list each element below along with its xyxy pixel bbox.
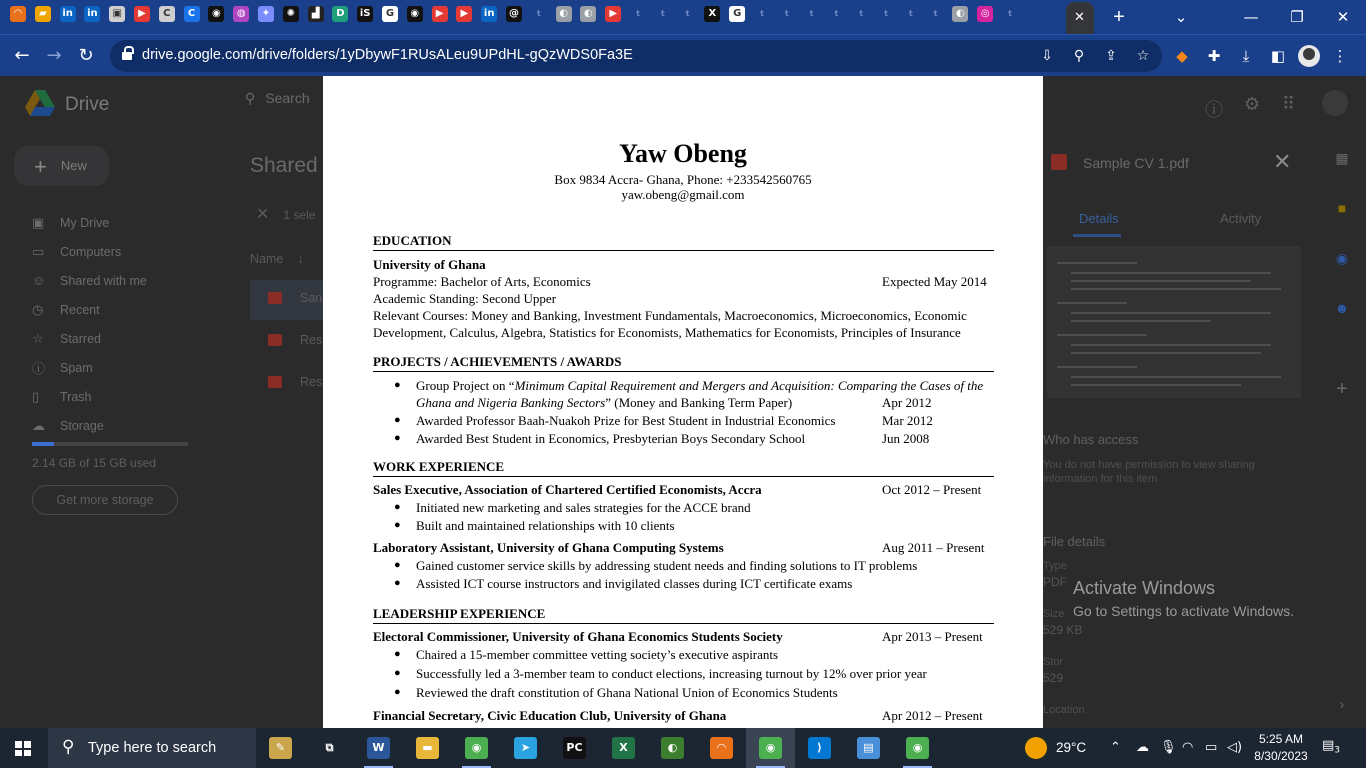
wifi-icon[interactable]: ◠: [1182, 740, 1194, 755]
github-icon: ◉: [208, 6, 224, 22]
browser-tab[interactable]: [58, 6, 78, 26]
browser-tab[interactable]: [1000, 6, 1020, 26]
browser-tab[interactable]: [380, 6, 400, 26]
taskbar-app[interactable]: [844, 728, 893, 768]
browser-tab[interactable]: [479, 6, 499, 26]
file-details-heading: File details: [1043, 534, 1106, 549]
faint-tab-icon: t: [760, 9, 764, 18]
browser-tab[interactable]: [603, 6, 623, 26]
close-window-button[interactable]: ✕: [1336, 8, 1350, 26]
job-2-date: Aug 2011 – Present: [882, 540, 985, 555]
notes-icon: ▰: [35, 6, 51, 22]
bullet: ●: [394, 501, 401, 513]
gemini-icon: ✦: [258, 6, 274, 22]
cloud-sync-icon[interactable]: ☁: [1136, 740, 1149, 755]
orange-swirl-icon: ◠: [10, 6, 26, 22]
install-app-icon[interactable]: ⇩: [1041, 48, 1053, 64]
contacts-icon[interactable]: ☻: [1334, 300, 1350, 316]
job-1-bullet-2: Built and maintained relationships with 10 clients: [416, 518, 675, 533]
browser-tab[interactable]: [653, 6, 673, 26]
apps-grid-icon[interactable]: ⠿: [1282, 94, 1296, 115]
settings-gear-icon[interactable]: ⚙: [1244, 94, 1261, 115]
no-permission-text: You do not have permission to view sharing information for this item: [1043, 459, 1255, 485]
taskbar-app[interactable]: [501, 728, 550, 768]
storage-used-label: Stor: [1043, 656, 1064, 668]
globe-icon: ◐: [580, 6, 596, 22]
tab-strip: [0, 0, 1366, 34]
instagram-icon: ◎: [977, 6, 993, 22]
nav-item-trash[interactable]: ▯ Trash: [24, 382, 147, 411]
share-icon[interactable]: ⇪: [1105, 48, 1117, 64]
linkedin-icon: in: [84, 6, 100, 22]
browser-tab[interactable]: [727, 6, 747, 26]
column-header-name[interactable]: Name ↓: [250, 252, 304, 266]
close-details-icon[interactable]: ✕: [1273, 149, 1292, 174]
lock-icon[interactable]: [122, 49, 132, 61]
lead-1-date: Apr 2013 – Present: [882, 629, 983, 644]
school-name: University of Ghana: [373, 257, 486, 272]
browser-tab[interactable]: [702, 6, 722, 26]
details-panel: [1043, 76, 1323, 728]
job-2-bullet-1: Gained customer service skills by addressing student needs and finding solutions to IT problems: [416, 558, 918, 573]
browser-tab[interactable]: [876, 6, 896, 26]
browser-tab[interactable]: [231, 6, 251, 26]
menu-kebab-icon[interactable]: ⋮: [1332, 47, 1348, 65]
earth-icon: ◐: [661, 737, 684, 759]
bookmark-star-icon[interactable]: ☆: [1136, 48, 1150, 64]
browser-tab[interactable]: [504, 6, 524, 26]
nav-item-starred[interactable]: ☆ Starred: [24, 324, 147, 353]
browser-tab[interactable]: [330, 6, 350, 26]
browser-tab[interactable]: [578, 6, 598, 26]
faint-tab-icon: t: [536, 9, 541, 18]
nav-item-my-drive[interactable]: ▣ My Drive: [24, 208, 147, 237]
metamask-icon[interactable]: ◆: [1176, 47, 1188, 65]
temperature[interactable]: 29°C: [1056, 740, 1087, 755]
faint-tab-icon: t: [660, 9, 665, 18]
minimize-button[interactable]: —: [1243, 8, 1259, 26]
taskbar-app[interactable]: [599, 728, 648, 768]
taskbar-app[interactable]: [452, 728, 501, 768]
section-work: WORK EXPERIENCE: [373, 459, 994, 477]
pycharm-icon: PC: [563, 737, 586, 759]
search-icon: ⚲: [245, 91, 256, 107]
size-label: Size: [1043, 608, 1065, 620]
linkedin-icon: in: [60, 6, 76, 22]
file-preview-thumbnail: [1047, 246, 1301, 398]
cloud-icon: ☁: [32, 417, 45, 433]
browser-toolbar: [0, 34, 1366, 76]
browser-tab[interactable]: [950, 6, 970, 26]
section-leadership: LEADERSHIP EXPERIENCE: [373, 606, 994, 624]
browser-tab[interactable]: [752, 6, 772, 26]
job-1-title: Sales Executive, Association of Chartered Certified Economists, Accra: [373, 482, 762, 497]
faint-tab-icon: t: [685, 9, 690, 18]
job-1-bullet-1: Initiated new marketing and sales strategies for the ACCE brand: [416, 500, 751, 515]
browser-tab[interactable]: [851, 6, 871, 26]
nav-item-recent[interactable]: ◷ Recent: [24, 295, 147, 324]
browser-tab[interactable]: [306, 6, 326, 26]
get-more-storage-button[interactable]: Get more storage: [32, 485, 178, 515]
google-icon: G: [729, 6, 745, 22]
bullet: ●: [394, 519, 401, 531]
is-icon: iS: [357, 6, 373, 22]
nav-item-shared[interactable]: ☺ Shared with me: [24, 266, 147, 295]
linkedin-icon: in: [481, 6, 497, 22]
clear-selection-icon[interactable]: ✕: [256, 204, 270, 223]
my-drive-icon: ▣: [32, 214, 45, 230]
telegram-icon: ➤: [514, 737, 537, 759]
tab-details[interactable]: Details: [1079, 211, 1119, 226]
browser-tab[interactable]: [678, 6, 698, 26]
project-1-line-1: Group Project on “Minimum Capital Requirement and Mergers and Acquisition: Comparing the Cases of the: [416, 378, 984, 393]
size-value: 529 KB: [1043, 623, 1083, 637]
taskbar-app[interactable]: [354, 728, 403, 768]
browser-tab[interactable]: [256, 6, 276, 26]
lead-1-bullet-3: Reviewed the draft constitution of Ghana National Union of Economics Students: [416, 685, 838, 700]
windows-logo-icon: [15, 741, 31, 756]
spam-icon: ⓘ: [32, 361, 46, 376]
project-1-date: Apr 2012: [882, 395, 932, 410]
calendar-icon[interactable]: ▦: [1335, 150, 1349, 166]
task-view-icon: ⧉: [325, 741, 334, 754]
google-icon: G: [382, 6, 398, 22]
weather-icon[interactable]: [1025, 737, 1047, 759]
volume-icon[interactable]: ◁): [1227, 740, 1243, 755]
pdf-icon: [268, 376, 282, 388]
taskbar-clock[interactable]: 5:25 AM 8/30/2023: [1254, 732, 1308, 763]
add-addon-icon[interactable]: +: [1336, 378, 1348, 400]
lead-1-bullet-2: Successfully led a 3-member team to conduct elections, increasing turnout by 12% over prior year: [416, 666, 927, 681]
taskbar-app[interactable]: [697, 728, 746, 768]
profile-icon: ▣: [109, 6, 125, 22]
browser-tab[interactable]: [405, 6, 425, 26]
new-tab-button[interactable]: +: [1113, 6, 1125, 28]
keep-icon[interactable]: ■: [1337, 200, 1347, 216]
file-row[interactable]: Res: [250, 364, 330, 404]
bot-icon: ◍: [233, 6, 249, 22]
drive-title: Drive: [65, 94, 110, 115]
youtube-icon: ▶: [456, 6, 472, 22]
browser-tab[interactable]: [355, 6, 375, 26]
faint-tab-icon: t: [636, 9, 640, 18]
academic-standing: Academic Standing: Second Upper: [373, 291, 557, 306]
threads-icon: @: [506, 6, 522, 22]
globe-icon: ◐: [952, 6, 968, 22]
browser-tab[interactable]: [430, 6, 450, 26]
lead-2-title: Financial Secretary, Civic Education Club, University of Ghana: [373, 708, 727, 723]
taskbar-app[interactable]: [403, 728, 452, 768]
bullet: ●: [394, 379, 401, 391]
globe-icon: ◐: [556, 6, 572, 22]
expected-date: Expected May 2014: [882, 274, 987, 289]
d-letter-icon: D: [332, 6, 348, 22]
anaconda-icon: ◠: [710, 737, 733, 759]
new-button[interactable]: + New: [14, 146, 109, 186]
selection-bar: ✕ 1 sele: [256, 204, 316, 223]
lead-1-title: Electoral Commissioner, University of Ghana Economics Students Society: [373, 629, 783, 644]
storage-bar: [32, 442, 188, 446]
start-button[interactable]: [0, 728, 48, 768]
bullet: ●: [394, 432, 401, 444]
openai-icon: ✺: [283, 6, 299, 22]
help-icon[interactable]: ⓘ: [1205, 100, 1223, 121]
who-has-access-heading: Who has access: [1043, 432, 1139, 447]
cv-name: Yaw Obeng: [619, 139, 747, 168]
browser-tab[interactable]: [8, 6, 28, 26]
project-3-date: Jun 2008: [882, 431, 930, 446]
excel-icon: X: [612, 737, 635, 759]
file-row[interactable]: Res: [250, 322, 330, 362]
github-icon: ◉: [407, 6, 423, 22]
section-education: EDUCATION: [373, 233, 994, 251]
taskbar-app[interactable]: [795, 728, 844, 768]
cv-address: Box 9834 Accra- Ghana, Phone: +233542560765: [554, 172, 812, 187]
youtube-icon: ▶: [134, 6, 150, 22]
close-tab-icon[interactable]: ✕: [1074, 10, 1085, 25]
downloads-icon[interactable]: ⤓: [1242, 47, 1250, 65]
faint-tab-icon: t: [834, 9, 839, 18]
tab-search-chevron-icon[interactable]: ⌄: [1174, 8, 1188, 26]
active-tab[interactable]: [1066, 2, 1094, 34]
bullet: ●: [394, 559, 401, 571]
project-2: Awarded Professor Baah-Nuakoh Prize for Best Student in Industrial Economics: [416, 413, 836, 428]
zoom-icon[interactable]: ⚲: [1073, 48, 1085, 64]
page-title: Shared: [250, 154, 318, 177]
taskbar-app[interactable]: [305, 728, 354, 768]
file-row[interactable]: San: [250, 280, 330, 320]
pdf-icon: [268, 292, 282, 304]
chrome-icon: ◉: [465, 737, 488, 759]
tasks-icon[interactable]: ◉: [1335, 250, 1349, 266]
tab-underline: [1073, 234, 1121, 237]
star-icon: ☆: [32, 330, 44, 346]
side-panel-strip: [1325, 76, 1366, 728]
nav-item-computers[interactable]: ▭ Computers: [24, 237, 147, 266]
browser-tab[interactable]: [206, 6, 226, 26]
drive-logo-icon: [25, 90, 55, 116]
x-icon: X: [704, 6, 720, 22]
restore-button[interactable]: ❐: [1290, 8, 1304, 26]
chrome-icon: ◉: [759, 737, 782, 759]
section-projects: PROJECTS / ACHIEVEMENTS / AWARDS: [373, 354, 994, 372]
url-text[interactable]: drive.google.com/drive/folders/1yDbywF1RUsALeu9UPdHL-gQzWDS0Fa3E: [142, 47, 633, 63]
job-2-bullet-2: Assisted ICT course instructors and invigilated classes during ICT certificate exams: [416, 576, 853, 591]
faint-tab-icon: t: [784, 9, 789, 18]
job-1-date: Oct 2012 – Present: [882, 482, 982, 497]
taskbar-search-box[interactable]: ⚲ Type here to search: [48, 728, 256, 768]
file-explorer-icon: ▬: [416, 737, 439, 759]
taskbar-app[interactable]: [648, 728, 697, 768]
vscode-icon: ⟩: [808, 737, 831, 759]
c-letter-icon: C: [184, 6, 200, 22]
browser-tab[interactable]: [975, 6, 995, 26]
faint-tab-icon: t: [933, 9, 938, 18]
copilot-app-icon: ✎: [269, 737, 292, 759]
bullet: ●: [394, 667, 401, 679]
chrome-icon: ◉: [906, 737, 929, 759]
taskbar-app[interactable]: [893, 728, 942, 768]
word-icon: W: [367, 737, 390, 759]
browser-tab[interactable]: [107, 6, 127, 26]
courses-line-1: Relevant Courses: Money and Banking, Investment Fundamentals, Macroeconomics, Microeconomics, Economic: [373, 308, 967, 323]
browser-tab[interactable]: [33, 6, 53, 26]
profile-avatar[interactable]: [1298, 45, 1320, 67]
c-letter-icon: C: [159, 6, 175, 22]
bullet: ●: [394, 686, 401, 698]
computer-icon: ▭: [32, 243, 45, 259]
location-label: Location: [1043, 704, 1085, 716]
browser-tab[interactable]: [281, 6, 301, 26]
browser-tab[interactable]: [554, 6, 574, 26]
forward-button[interactable]: →: [46, 45, 62, 66]
people-icon: ☺: [32, 273, 46, 288]
details-file-title: Sample CV 1.pdf: [1083, 155, 1189, 171]
expand-panel-icon[interactable]: ›: [1339, 696, 1345, 712]
browser-tab[interactable]: [826, 6, 846, 26]
browser-tab[interactable]: [901, 6, 921, 26]
pdf-icon: [1051, 154, 1067, 170]
sort-arrow-icon[interactable]: ↓: [297, 252, 304, 266]
browser-tab[interactable]: [777, 6, 797, 26]
address-bar[interactable]: [110, 40, 1162, 72]
building-icon: ▟: [308, 6, 324, 22]
youtube-icon: ▶: [605, 6, 621, 22]
back-button[interactable]: ←: [14, 45, 30, 66]
programme: Programme: Bachelor of Arts, Economics: [373, 274, 591, 289]
faint-tab-icon: t: [884, 9, 888, 18]
battery-icon[interactable]: ▭: [1205, 740, 1218, 755]
storage-text: 2.14 GB of 15 GB used: [32, 456, 157, 470]
tab-activity[interactable]: Activity: [1220, 211, 1262, 226]
taskbar-app[interactable]: [746, 728, 795, 768]
courses-line-2: Development, Calculus, Algebra, Statistics for Economists, Mathematics for Economists, Principles of Insurance: [373, 325, 961, 340]
plus-icon: +: [34, 153, 47, 179]
storage-used-value: 529: [1043, 671, 1064, 685]
project-2-date: Mar 2012: [882, 413, 933, 428]
bullet: ●: [394, 577, 401, 589]
pdf-page: [323, 76, 1043, 728]
browser-tab[interactable]: [529, 6, 549, 26]
bullet: ●: [394, 414, 401, 426]
search-input[interactable]: ⚲ Search: [245, 90, 310, 107]
job-2-title: Laboratory Assistant, University of Ghana Computing Systems: [373, 540, 724, 555]
activate-windows-watermark: Activate Windows Go to Settings to activate Windows.: [1073, 578, 1294, 619]
browser-tab[interactable]: [157, 6, 177, 26]
lead-1-bullet-1: Chaired a 15-member committee vetting society’s executive aspirants: [416, 647, 779, 662]
cv-email: yaw.obeng@gmail.com: [621, 187, 745, 202]
notifications-icon[interactable]: $▤_3$: [1322, 738, 1341, 756]
clock-icon: ◷: [32, 301, 44, 317]
taskbar-app[interactable]: [256, 728, 305, 768]
faint-tab-icon: t: [859, 9, 864, 18]
reload-button[interactable]: ↻: [78, 45, 94, 66]
browser-tab[interactable]: [182, 6, 202, 26]
trash-icon: ▯: [32, 388, 40, 404]
browser-tab[interactable]: [802, 6, 822, 26]
browser-tab[interactable]: [926, 6, 946, 26]
search-icon: ⚲: [62, 737, 75, 757]
faint-tab-icon: t: [908, 9, 913, 18]
type-value: PDF: [1043, 575, 1067, 589]
browser-tab[interactable]: [132, 6, 152, 26]
faint-tab-icon: t: [809, 9, 814, 18]
project-1-line-2: Ghana and Nigeria Banking Sectors” (Money and Banking Term Paper): [416, 395, 793, 410]
type-label: Type: [1043, 560, 1067, 572]
control-panel-icon: ▤: [857, 737, 880, 759]
taskbar: [0, 728, 1366, 768]
project-3: Awarded Best Student in Economics, Presbyterian Boys Secondary School: [416, 431, 806, 446]
extensions-puzzle-icon[interactable]: ✚: [1207, 47, 1221, 65]
bullet: ●: [394, 648, 401, 660]
browser-tab[interactable]: [82, 6, 102, 26]
pdf-icon: [268, 334, 282, 346]
browser-tab[interactable]: [454, 6, 474, 26]
faint-tab-icon: t: [1008, 9, 1012, 18]
youtube-icon: ▶: [432, 6, 448, 22]
notification-count: 3: [1334, 745, 1341, 756]
taskbar-app[interactable]: [550, 728, 599, 768]
lead-2-date: Apr 2012 – Present: [882, 708, 983, 723]
side-panel-icon[interactable]: ◧: [1270, 47, 1286, 65]
drive-nav: [24, 208, 147, 440]
browser-tab[interactable]: [628, 6, 648, 26]
nav-item-spam[interactable]: ⓘ Spam: [24, 353, 147, 382]
nav-item-storage[interactable]: ☁ Storage: [24, 411, 147, 440]
show-hidden-icons-chevron[interactable]: ⌃: [1110, 740, 1121, 755]
microphone-icon[interactable]: 🎙: [1160, 740, 1177, 755]
